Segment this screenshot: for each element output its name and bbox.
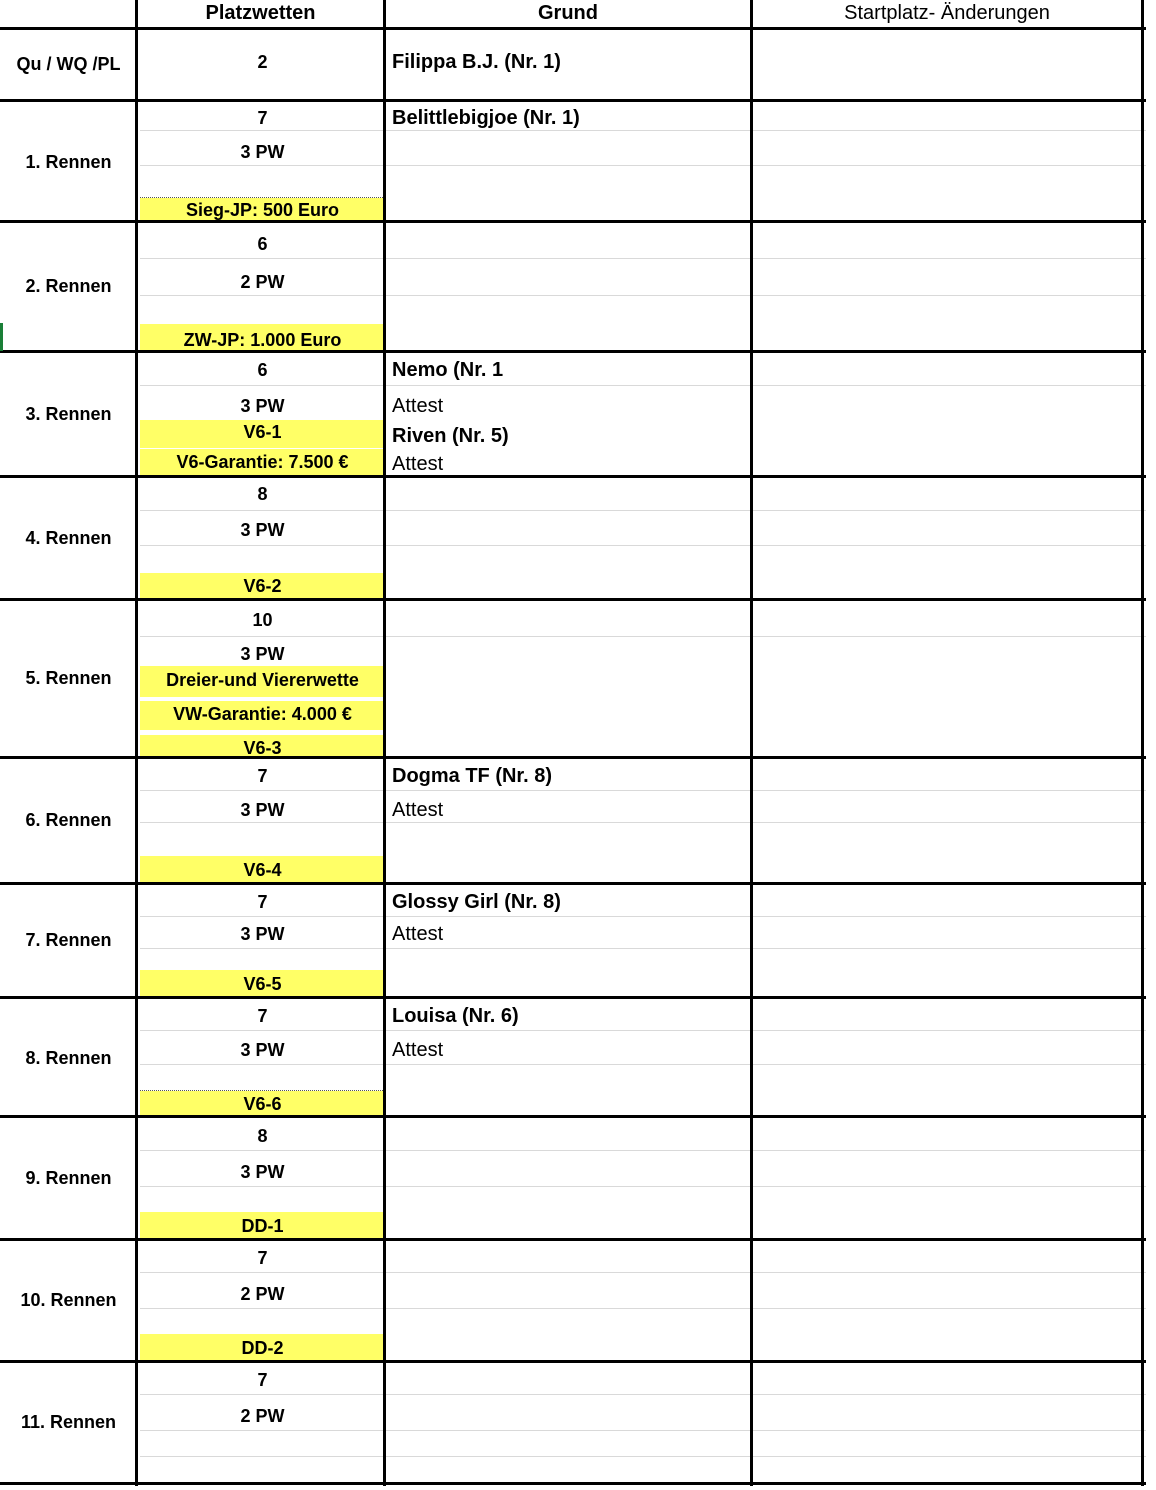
starters-count: 7 [257, 1248, 268, 1268]
special-bet-label: V6-5 [243, 974, 282, 994]
special-bet-label: DD-2 [241, 1338, 284, 1358]
starters-count: 8 [257, 484, 268, 504]
starters-count: 7 [257, 892, 268, 912]
special-bet-label: Sieg-JP: 500 Euro [185, 200, 340, 220]
race-label: 4. Rennen [25, 528, 112, 548]
starters-count: 2 [257, 52, 268, 72]
place-bet-count: 2 PW [240, 1406, 285, 1426]
header-grund: Grund [538, 2, 598, 24]
special-bet-label: V6-6 [243, 1094, 282, 1114]
place-bet-count: 3 PW [240, 1162, 285, 1182]
special-bet-label: V6-1 [243, 422, 282, 442]
special-bet-label: V6-Garantie: 7.500 € [176, 452, 349, 472]
reason-note: Attest [392, 799, 444, 821]
reason-horse: Filippa B.J. (Nr. 1) [392, 51, 561, 73]
place-bet-count: 3 PW [240, 800, 285, 820]
starters-count: 7 [257, 108, 268, 128]
reason-note: Attest [392, 1039, 444, 1061]
race-label: 9. Rennen [25, 1168, 112, 1188]
special-bet-label: V6-4 [243, 860, 282, 880]
place-bet-count: 3 PW [240, 396, 285, 416]
reason-note: Attest [392, 395, 444, 417]
reason-note: Attest [392, 453, 444, 475]
special-bet-label: ZW-JP: 1.000 Euro [183, 330, 342, 350]
starters-count: 7 [257, 1370, 268, 1390]
race-label: 3. Rennen [25, 404, 112, 424]
place-bet-count: 3 PW [240, 520, 285, 540]
starters-count: 7 [257, 766, 268, 786]
place-bet-count: 3 PW [240, 1040, 285, 1060]
reason-horse: Louisa (Nr. 6) [392, 1005, 519, 1027]
reason-horse: Glossy Girl (Nr. 8) [392, 891, 561, 913]
starters-count: 6 [257, 234, 268, 254]
special-bet-label: V6-2 [243, 576, 282, 596]
header-startplatz-aenderungen: Startplatz- Änderungen [844, 2, 1050, 24]
special-bet-label: Dreier-und Viererwette [166, 670, 359, 690]
place-bet-count: 3 PW [240, 924, 285, 944]
starters-count: 6 [257, 360, 268, 380]
place-bet-count: 3 PW [240, 644, 285, 664]
reason-horse: Nemo (Nr. 1 [392, 359, 504, 381]
header-platzwetten: Platzwetten [205, 2, 316, 24]
place-bet-count: 2 PW [240, 1284, 285, 1304]
race-label: 8. Rennen [25, 1048, 112, 1068]
starters-count: 8 [257, 1126, 268, 1146]
race-label: 11. Rennen [20, 1412, 117, 1432]
race-label: 6. Rennen [25, 810, 112, 830]
race-label: 10. Rennen [20, 1290, 117, 1310]
place-bet-count: 3 PW [240, 142, 285, 162]
race-label: 1. Rennen [25, 152, 112, 172]
race-label: 2. Rennen [25, 276, 112, 296]
reason-horse: Belittlebigjoe (Nr. 1) [392, 107, 580, 129]
reason-horse: Riven (Nr. 5) [392, 425, 509, 447]
place-bet-count: 2 PW [240, 272, 285, 292]
reason-note: Attest [392, 923, 444, 945]
special-bet-label: V6-3 [243, 738, 282, 758]
starters-count: 7 [257, 1006, 268, 1026]
race-label: 7. Rennen [25, 930, 112, 950]
race-label: 5. Rennen [25, 668, 112, 688]
special-bet-label: VW-Garantie: 4.000 € [173, 704, 352, 724]
starters-count: 10 [252, 610, 273, 630]
race-label: Qu / WQ /PL [16, 54, 121, 74]
special-bet-label: DD-1 [241, 1216, 284, 1236]
reason-horse: Dogma TF (Nr. 8) [392, 765, 553, 787]
